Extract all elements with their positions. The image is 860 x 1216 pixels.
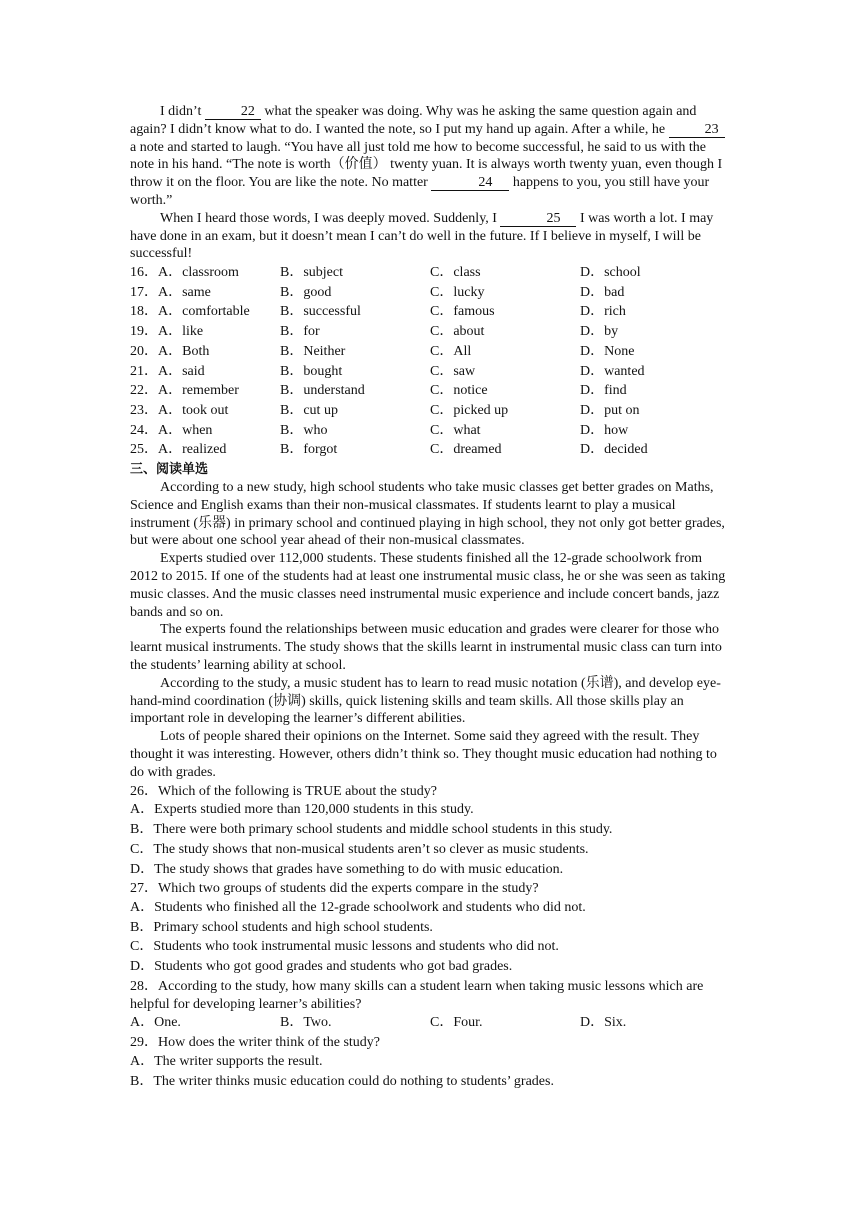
option-row-20: 20．A．Both B．Neither C．All D．None xyxy=(130,343,635,359)
reading-paragraph-2: Experts studied over 112,000 students. These students finished all the 12-grade schoolwork from 2012 to 2015. If one of the students had at least one instrumental music class, he or she was seen as taking music classes. And the music classes need instrumental music experience and include concert bands, jazz bands and so on. xyxy=(130,551,726,620)
option-row-24: 24．A．when B．who C．what D．how xyxy=(130,422,629,438)
option-row-21: 21．A．said B．bought C．saw D．wanted xyxy=(130,363,645,379)
option-row-22: 22．A．remember B．understand C．notice D．find xyxy=(130,383,627,399)
blank-24: 24 xyxy=(431,176,509,191)
answer-option-row: A．One. B．Two. C．Four. D．Six. xyxy=(130,1015,627,1031)
section-title: 三、阅读单选 xyxy=(130,462,209,478)
blank-25: 25 xyxy=(500,212,576,227)
reading-paragraph-5: Lots of people shared their opinions on the Internet. Some said they agreed with the result. They thought it was interesting. However, others didn’t think so. They thought music education had nothing to do with grades. xyxy=(130,729,717,780)
answer-option: A．Students who finished all the 12-grade schoolwork and students who did not. xyxy=(130,900,586,915)
question-stem: 27．Which two groups of students did the experts compare in the study? xyxy=(130,881,539,897)
cloze-options xyxy=(130,263,730,460)
answer-option: B．There were both primary school students and middle school students in this study. xyxy=(130,822,613,838)
answer-option: B．Primary school students and high school students. xyxy=(130,919,433,935)
answer-option: B．The writer thinks music education could do nothing to students’ grades. xyxy=(130,1073,554,1089)
option-row-16: 16．A．classroom B．subject C．class D．school xyxy=(130,265,641,281)
option-row-19: 19．A．like B．for C．about D．by xyxy=(130,324,619,340)
cloze-paragraph-2: When I heard those words, I was deeply moved. Suddenly, I 25 I was worth a lot. I may have done in an exam, but it doesn’t mean I can’t do well in the future. If I believe in myself, I will be successful! xyxy=(130,210,714,262)
cloze-paragraph-1: I didn’t 22 what the speaker was doing. Why was he asking the same question again and again? I didn’t know what to do. I wanted the note, so I put my hand up again. After a while, he 23 a note and started to laugh. “You have all just told me how to become successful, he said to us with the note in his hand. “The note is worth（价值） twenty yuan. It is always worth twenty yuan, even though I throw it on the floor. You are like the note. No matter 24 happens to you, you still have your worth.” xyxy=(130,103,730,210)
question-29 xyxy=(130,1034,730,1091)
question-stem: 28．According to the study, how many skills can a student learn when taking music lessons which are helpful for developing learner’s abilities? xyxy=(130,978,704,1012)
answer-option: C．The study shows that non-musical students aren’t so clever as music students. xyxy=(130,841,589,857)
answer-option: A．Experts studied more than 120,000 students in this study. xyxy=(130,802,474,818)
reading-paragraph-4: According to the study, a music student has to learn to read music notation (乐谱), and develop eye-hand-mind coordination (协调) skills, quick listening skills and team skills. All those skills play an important role in developing the learner’s different abilities. xyxy=(130,675,721,727)
option-row-23: 23．A．took out B．cut up C．picked up D．put on xyxy=(130,402,640,418)
option-row-18: 18．A．comfortable B．successful C．famous D．rich xyxy=(130,304,626,320)
question-stem: 26．Which of the following is TRUE about the study? xyxy=(130,783,437,799)
option-row-25: 25．A．realized B．forgot C．dreamed D．decided xyxy=(130,442,648,458)
reading-paragraph-1: According to a new study, high school students who take music classes get better grades on Maths, Science and English exams than their non-musical classmates. If students learnt to play a musical instrument (乐器) in primary school and continued playing in high school, they not only got better grades, but were about one school year ahead of their non-musical classmates. xyxy=(130,480,725,549)
question-26 xyxy=(130,783,730,880)
question-27 xyxy=(130,880,730,977)
option-row-17: 17．A．same B．good C．lucky D．bad xyxy=(130,284,625,300)
blank-23: 23 xyxy=(669,123,725,138)
blank-22: 22 xyxy=(205,105,261,120)
answer-option: D．The study shows that grades have something to do with music education. xyxy=(130,861,564,877)
answer-option: C．Students who took instrumental music lessons and students who did not. xyxy=(130,939,559,955)
reading-paragraph-3: The experts found the relationships between music education and grades were clearer for those who learnt musical instruments. The study shows that the skills learnt in instrumental music class can turn into the students’ learning ability at school. xyxy=(130,622,722,674)
question-stem: 29．How does the writer think of the study? xyxy=(130,1035,381,1051)
question-28 xyxy=(130,978,730,1033)
answer-option: A．The writer supports the result. xyxy=(130,1053,323,1069)
answer-option: D．Students who got good grades and students who got bad grades. xyxy=(130,959,513,975)
